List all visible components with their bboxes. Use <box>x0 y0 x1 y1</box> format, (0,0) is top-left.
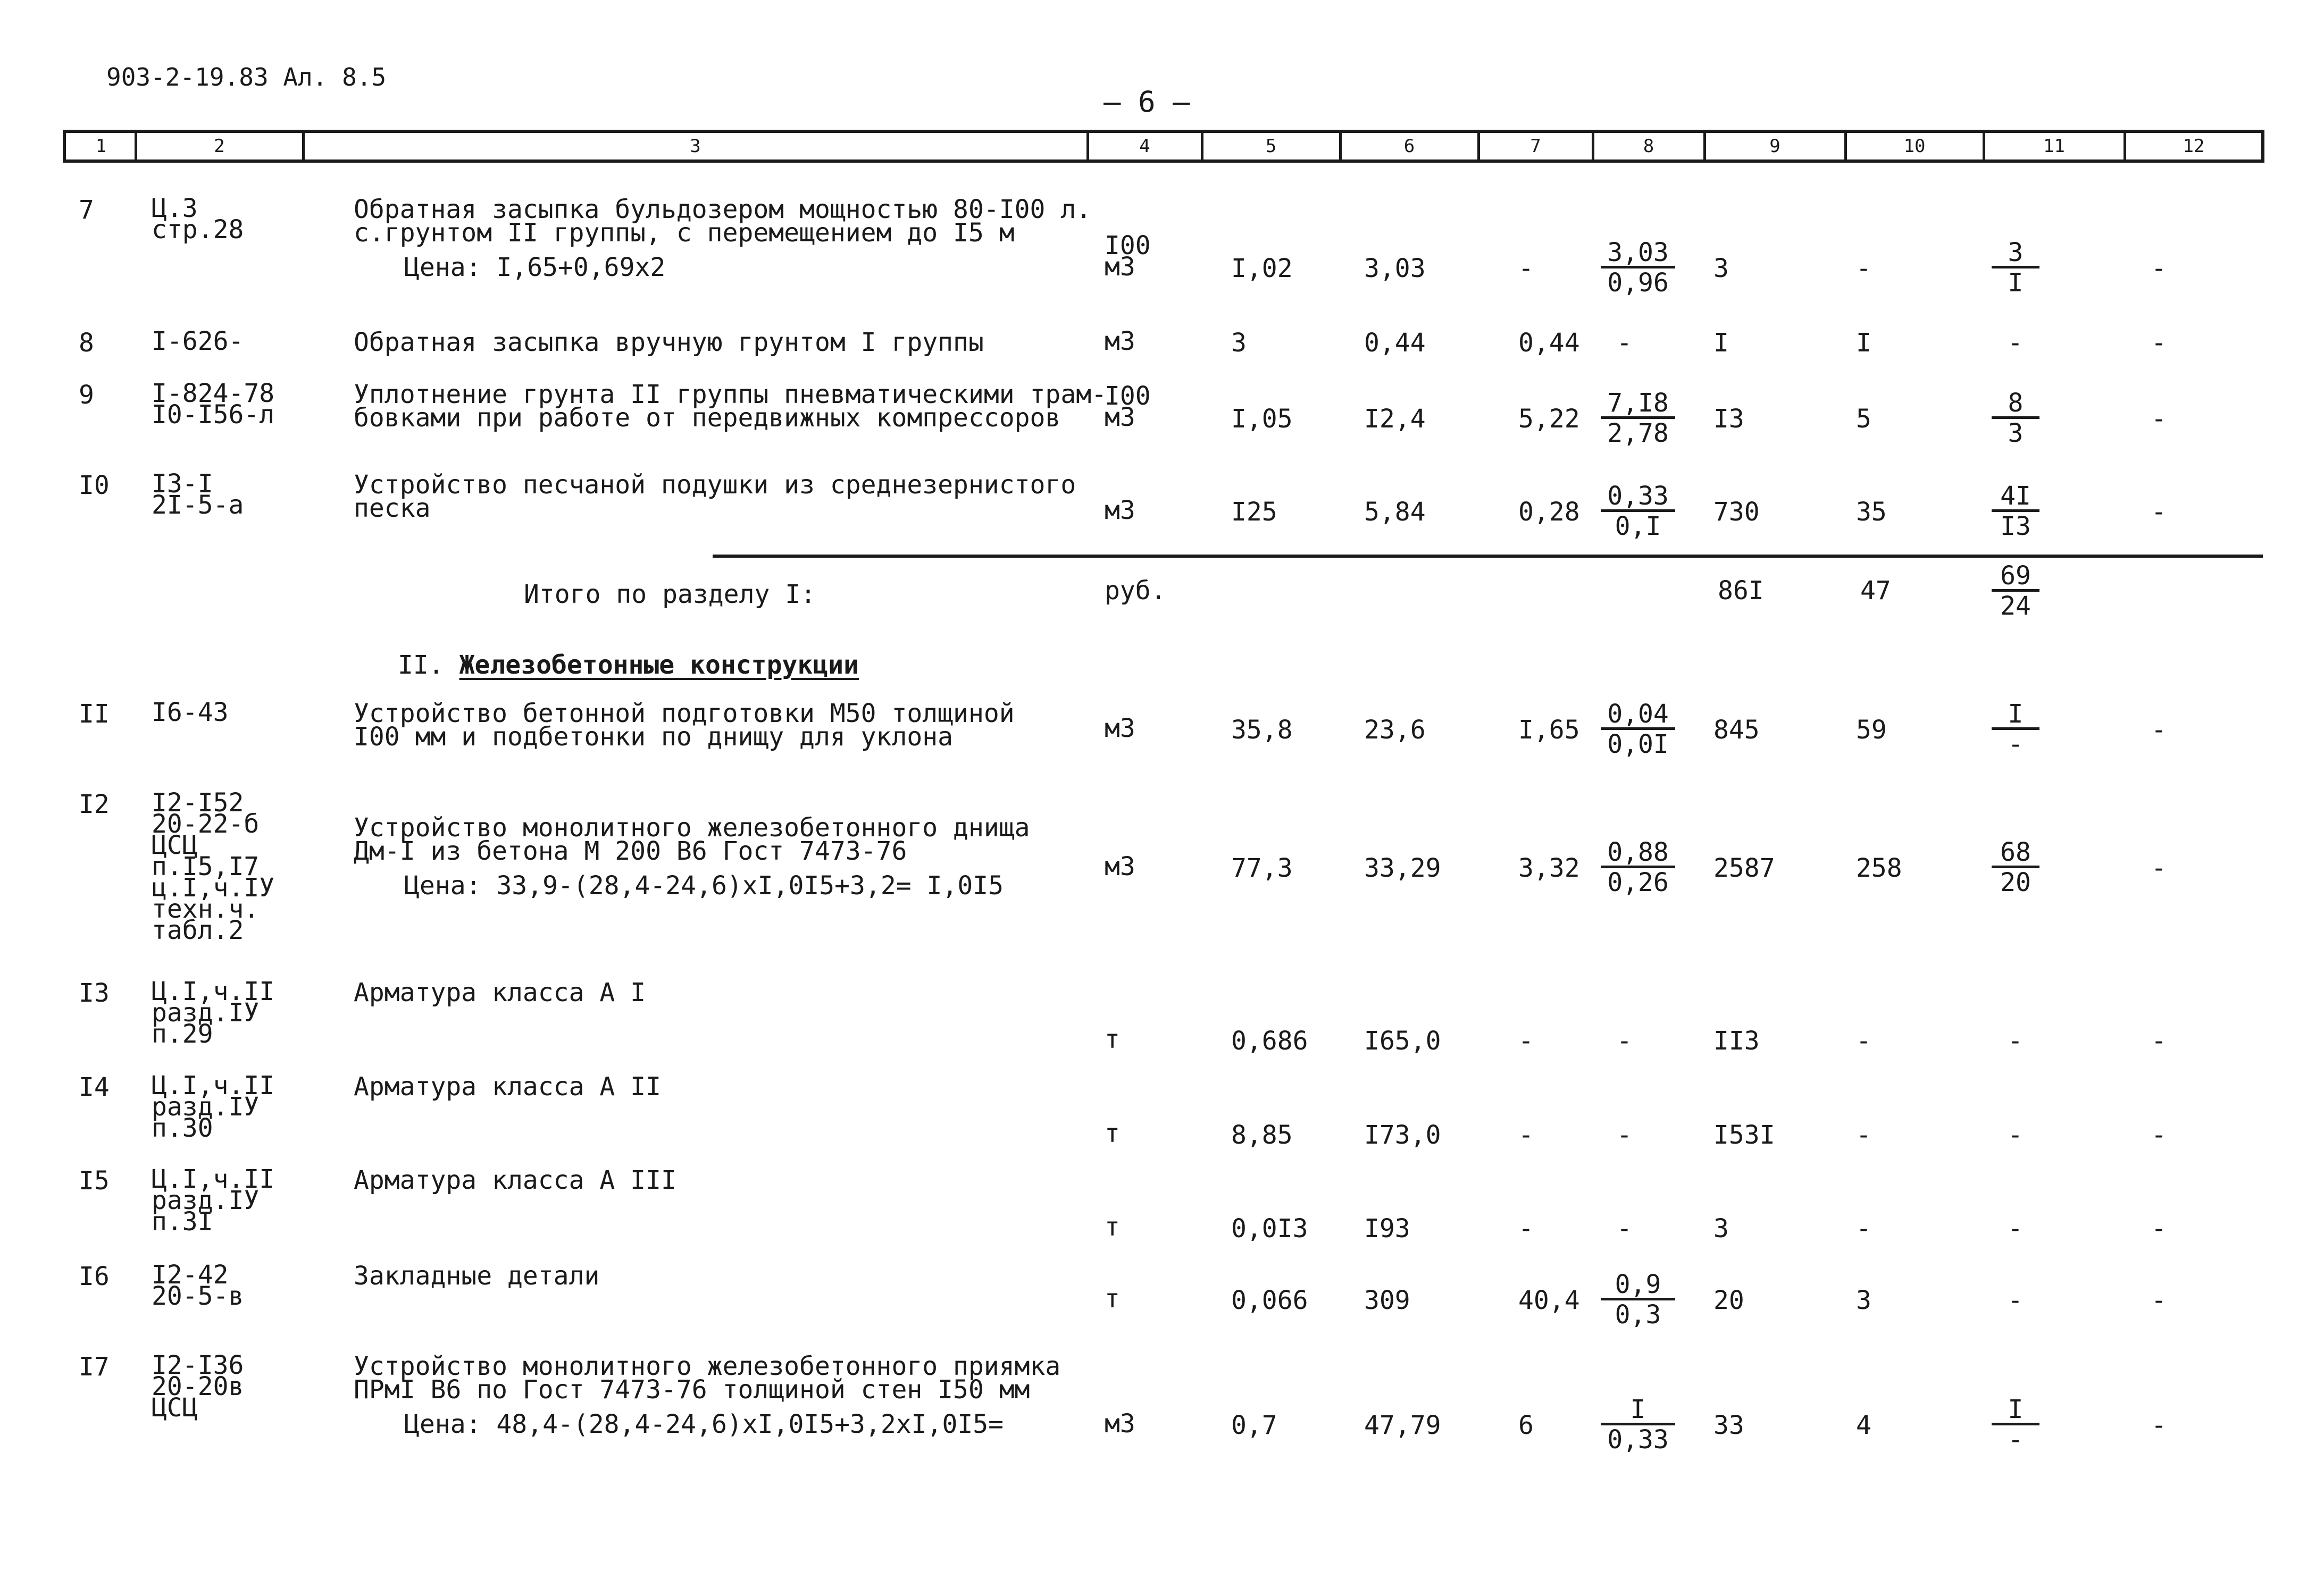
price-formula: Цена: 33,9-(28,4-24,6)хI,0I5+3,2= I,0I5 <box>404 871 1004 901</box>
column-divider <box>1983 130 1985 163</box>
col-5: I,05 <box>1231 404 1293 434</box>
page-number: — 6 — <box>1104 85 1190 119</box>
unit: м3 <box>1105 713 1135 743</box>
col-6: 309 <box>1364 1286 1410 1315</box>
fraction-denominator: I <box>2008 268 2024 298</box>
fraction-denominator: 0,33 <box>1607 1425 1669 1455</box>
fraction-numerator: 0,88 <box>1601 840 1675 868</box>
subtotal-col9: 86I <box>1718 576 1764 606</box>
fraction-denominator: - <box>2008 1425 2024 1455</box>
col-9: II3 <box>1713 1026 1760 1056</box>
unit: м3 <box>1105 326 1135 356</box>
subtotal-col11 <box>1992 561 2039 621</box>
column-divider <box>1844 130 1847 163</box>
col-6: 5,84 <box>1364 497 1426 527</box>
col-12: - <box>2151 404 2167 434</box>
unit: т <box>1105 1119 1120 1148</box>
column-header-7: 7 <box>1530 136 1541 157</box>
column-divider <box>1592 130 1594 163</box>
fraction-numerator: 7,I8 <box>1601 391 1675 419</box>
col-8-fraction <box>1601 1272 1675 1328</box>
row-number: II <box>79 699 110 729</box>
col-11: - <box>2008 1214 2023 1244</box>
fraction-denominator: 3 <box>2008 418 2024 448</box>
row-number: 9 <box>79 380 94 410</box>
row-number: I4 <box>79 1072 110 1102</box>
column-header-5: 5 <box>1265 136 1277 157</box>
row-number: I0 <box>79 471 110 500</box>
col-10: 35 <box>1856 497 1887 527</box>
col-9: 33 <box>1713 1411 1744 1440</box>
fraction-numerator: I <box>1992 702 2039 730</box>
work-description: Устройство бетонной подготовки М50 толщиной I00 мм и подбетонки по днищу для уклона <box>354 699 1015 752</box>
col-5: 0,7 <box>1231 1411 1277 1440</box>
col-10: 3 <box>1856 1286 1871 1315</box>
col-12: - <box>2151 1026 2167 1056</box>
unit: т <box>1105 1284 1120 1314</box>
col-7: 0,28 <box>1518 497 1580 527</box>
fraction-numerator: 3 <box>1992 240 2039 268</box>
work-description: Устройство песчаной подушки из среднезернистого песка <box>354 470 1076 523</box>
col-7: 3,32 <box>1518 853 1580 883</box>
column-header-6: 6 <box>1403 136 1415 157</box>
row-number: I3 <box>79 978 110 1008</box>
fraction-numerator: 0,9 <box>1601 1272 1675 1300</box>
column-header-9: 9 <box>1769 136 1780 157</box>
col-12: - <box>2151 497 2167 527</box>
work-description: Устройство монолитного железобетонного приямка ПРмI В6 по Гост 7473-76 толщиной стен I50 мм <box>354 1351 1061 1405</box>
col-10: I <box>1856 328 1871 358</box>
fraction-numerator: 0,33 <box>1601 484 1675 512</box>
col-6: I65,0 <box>1364 1026 1441 1056</box>
col-12: - <box>2151 715 2167 745</box>
col-5: 77,3 <box>1231 853 1293 883</box>
rate-code: I6-43 <box>152 698 229 727</box>
col-5: I25 <box>1231 497 1277 527</box>
subtotal-col11-num: 69 <box>1992 564 2039 592</box>
col-5: 35,8 <box>1231 715 1293 745</box>
col-6: 33,29 <box>1364 853 1441 883</box>
col-7: 0,44 <box>1518 328 1580 358</box>
col-8: - <box>1617 1120 1632 1150</box>
rate-code: I2-I52 20-22-б ЦСЦ п.I5,I7 ц.I,ч.IУ техн.ч. табл.2 <box>152 788 275 945</box>
rate-code: I2-42 20-5-в <box>152 1260 244 1311</box>
col-12: - <box>2151 1214 2167 1244</box>
rate-code: I-824-78 I0-I56-л <box>152 379 275 430</box>
price-formula: Цена: 48,4-(28,4-24,6)хI,0I5+3,2хI,0I5= <box>404 1409 1004 1439</box>
col-12: - <box>2151 1411 2167 1440</box>
col-11: - <box>2008 328 2023 358</box>
col-5: 0,066 <box>1231 1286 1308 1315</box>
rate-code: I-626- <box>152 326 244 356</box>
col-10: 59 <box>1856 715 1887 745</box>
fraction-numerator: 68 <box>1992 840 2039 868</box>
column-divider <box>1703 130 1706 163</box>
row-number: 7 <box>79 195 94 225</box>
rate-code: Ц.I,ч.II разд.IУ п.29 <box>152 977 275 1049</box>
fraction-denominator: I3 <box>2000 511 2031 541</box>
row-number: 8 <box>79 328 94 358</box>
col-7: - <box>1518 254 1534 283</box>
fraction-denominator: 0,26 <box>1607 868 1669 897</box>
col-12: - <box>2151 1286 2167 1315</box>
row-number: I6 <box>79 1262 110 1291</box>
unit: I00 м3 <box>1105 381 1151 432</box>
work-description: Устройство монолитного железобетонного днища Дм-I из бетона М 200 В6 Гост 7473-76 <box>354 813 1030 866</box>
fraction-denominator: 0,0I <box>1607 729 1669 759</box>
fraction-denominator: 2,78 <box>1607 418 1669 448</box>
col-11-fraction <box>1992 240 2039 296</box>
rate-code: I2-I36 20-20в ЦСЦ <box>152 1350 244 1423</box>
column-divider <box>2124 130 2126 163</box>
work-description: Уплотнение грунта II группы пневматическими трам- бовками при работе от передвижных компрессоров <box>354 380 1107 433</box>
unit: I00 м3 <box>1105 231 1151 282</box>
fraction-numerator: 8 <box>1992 391 2039 419</box>
col-8-fraction <box>1601 481 1675 541</box>
col-5: 8,85 <box>1231 1120 1293 1150</box>
col-12: - <box>2151 254 2167 283</box>
section-title <box>398 650 859 680</box>
col-9: 3 <box>1713 254 1729 283</box>
col-7: - <box>1518 1214 1534 1244</box>
fraction-numerator: I <box>1601 1397 1675 1425</box>
rate-code: I3-I 2I-5-а <box>152 469 244 520</box>
work-description: Арматура класса А III <box>354 1165 676 1195</box>
col-7: I,65 <box>1518 715 1580 745</box>
col-9: I53I <box>1713 1120 1775 1150</box>
rate-code: Ц.3 стр.28 <box>152 194 244 245</box>
col-11-fraction <box>1992 1397 2039 1453</box>
column-header-12: 12 <box>2183 136 2205 157</box>
subtotal-col10: 47 <box>1860 576 1891 606</box>
col-5: 0,0I3 <box>1231 1214 1308 1244</box>
work-description: Обратная засыпка вручную грунтом I группы <box>354 328 984 357</box>
work-description: Арматура класса А I <box>354 978 646 1008</box>
col-6: 0,44 <box>1364 328 1426 358</box>
col-7: 40,4 <box>1518 1286 1580 1315</box>
col-7: 5,22 <box>1518 404 1580 434</box>
subtotal-unit: руб. <box>1105 576 1166 606</box>
col-7: - <box>1518 1120 1534 1150</box>
column-header-11: 11 <box>2043 136 2065 157</box>
fraction-numerator: 0,04 <box>1601 702 1675 730</box>
col-8-fraction <box>1601 1397 1675 1453</box>
col-11-fraction <box>1992 388 2039 448</box>
col-9: I <box>1713 328 1729 358</box>
work-description: Обратная засыпка бульдозером мощностью 80-I00 л. с.грунтом II группы, с перемещением до I5 м <box>354 195 1092 248</box>
col-10: 4 <box>1856 1411 1871 1440</box>
col-11-fraction <box>1992 837 2039 897</box>
column-header-8: 8 <box>1643 136 1654 157</box>
col-6: 3,03 <box>1364 254 1426 283</box>
col-6: 23,6 <box>1364 715 1426 745</box>
col-10: - <box>1856 254 1871 283</box>
col-10: - <box>1856 1214 1871 1244</box>
column-divider <box>1477 130 1480 163</box>
column-divider <box>1339 130 1342 163</box>
col-8-fraction <box>1601 388 1675 448</box>
col-11: - <box>2008 1026 2023 1056</box>
col-9: 730 <box>1713 497 1760 527</box>
unit: т <box>1105 1025 1120 1054</box>
col-9: 2587 <box>1713 853 1775 883</box>
col-8-fraction <box>1601 699 1675 759</box>
column-header-10: 10 <box>1903 136 1926 157</box>
column-header-3: 3 <box>690 136 701 157</box>
col-10: 5 <box>1856 404 1871 434</box>
unit: м3 <box>1105 852 1135 881</box>
col-7: - <box>1518 1026 1534 1056</box>
price-formula: Цена: I,65+0,69х2 <box>404 253 666 282</box>
row-number: I2 <box>79 790 110 819</box>
row-number: I7 <box>79 1352 110 1382</box>
fraction-denominator: 0,3 <box>1615 1300 1661 1330</box>
unit: м3 <box>1105 1409 1135 1439</box>
col-6: I73,0 <box>1364 1120 1441 1150</box>
col-6: 47,79 <box>1364 1411 1441 1440</box>
row-number: I5 <box>79 1166 110 1196</box>
fraction-numerator: 3,03 <box>1601 240 1675 268</box>
work-description: Закладные детали <box>354 1261 600 1291</box>
column-divider <box>1201 130 1203 163</box>
unit: м3 <box>1105 496 1135 525</box>
unit: т <box>1105 1212 1120 1242</box>
section-text: Железобетонные конструкции <box>459 650 859 680</box>
col-12: - <box>2151 328 2167 358</box>
col-9: I3 <box>1713 404 1744 434</box>
subtotal-label: Итого по разделу I: <box>524 580 816 609</box>
column-header-2: 2 <box>214 136 225 157</box>
fraction-numerator: 4I <box>1992 484 2039 512</box>
col-9: 20 <box>1713 1286 1744 1315</box>
col-6: I93 <box>1364 1214 1410 1244</box>
column-divider <box>302 130 305 163</box>
rate-code: Ц.I,ч.II разд.IУ п.30 <box>152 1071 275 1143</box>
column-header-4: 4 <box>1139 136 1150 157</box>
fraction-denominator: 0,I <box>1615 511 1661 541</box>
col-8: - <box>1617 328 1632 358</box>
column-divider <box>135 130 137 163</box>
fraction-denominator: 0,96 <box>1607 268 1669 298</box>
subtotal-rule <box>713 555 2263 558</box>
col-12: - <box>2151 1120 2167 1150</box>
column-header-1: 1 <box>95 136 107 157</box>
subtotal-col11-den: 24 <box>2000 591 2031 621</box>
col-6: I2,4 <box>1364 404 1426 434</box>
col-8-fraction <box>1601 837 1675 897</box>
col-5: I,02 <box>1231 254 1293 283</box>
col-11-fraction <box>1992 699 2039 759</box>
work-description: Арматура класса А II <box>354 1072 661 1102</box>
col-11: - <box>2008 1120 2023 1150</box>
fraction-denominator: 20 <box>2000 868 2031 897</box>
col-8: - <box>1617 1026 1632 1056</box>
col-11: - <box>2008 1286 2023 1315</box>
section-prefix: II. <box>398 650 444 680</box>
document-code: 903-2-19.83 Ал. 8.5 <box>106 63 387 91</box>
col-10: - <box>1856 1026 1871 1056</box>
col-5: 3 <box>1231 328 1247 358</box>
col-9: 3 <box>1713 1214 1729 1244</box>
col-8: - <box>1617 1214 1632 1244</box>
fraction-numerator: I <box>1992 1397 2039 1425</box>
col-10: - <box>1856 1120 1871 1150</box>
fraction-denominator: - <box>2008 729 2024 759</box>
column-divider <box>1086 130 1089 163</box>
rate-code: Ц.I,ч.II разд.IУ п.3I <box>152 1164 275 1237</box>
col-8-fraction <box>1601 240 1675 296</box>
col-9: 845 <box>1713 715 1760 745</box>
col-11-fraction <box>1992 481 2039 541</box>
col-10: 258 <box>1856 853 1902 883</box>
col-5: 0,686 <box>1231 1026 1308 1056</box>
col-7: 6 <box>1518 1411 1534 1440</box>
col-12: - <box>2151 853 2167 883</box>
